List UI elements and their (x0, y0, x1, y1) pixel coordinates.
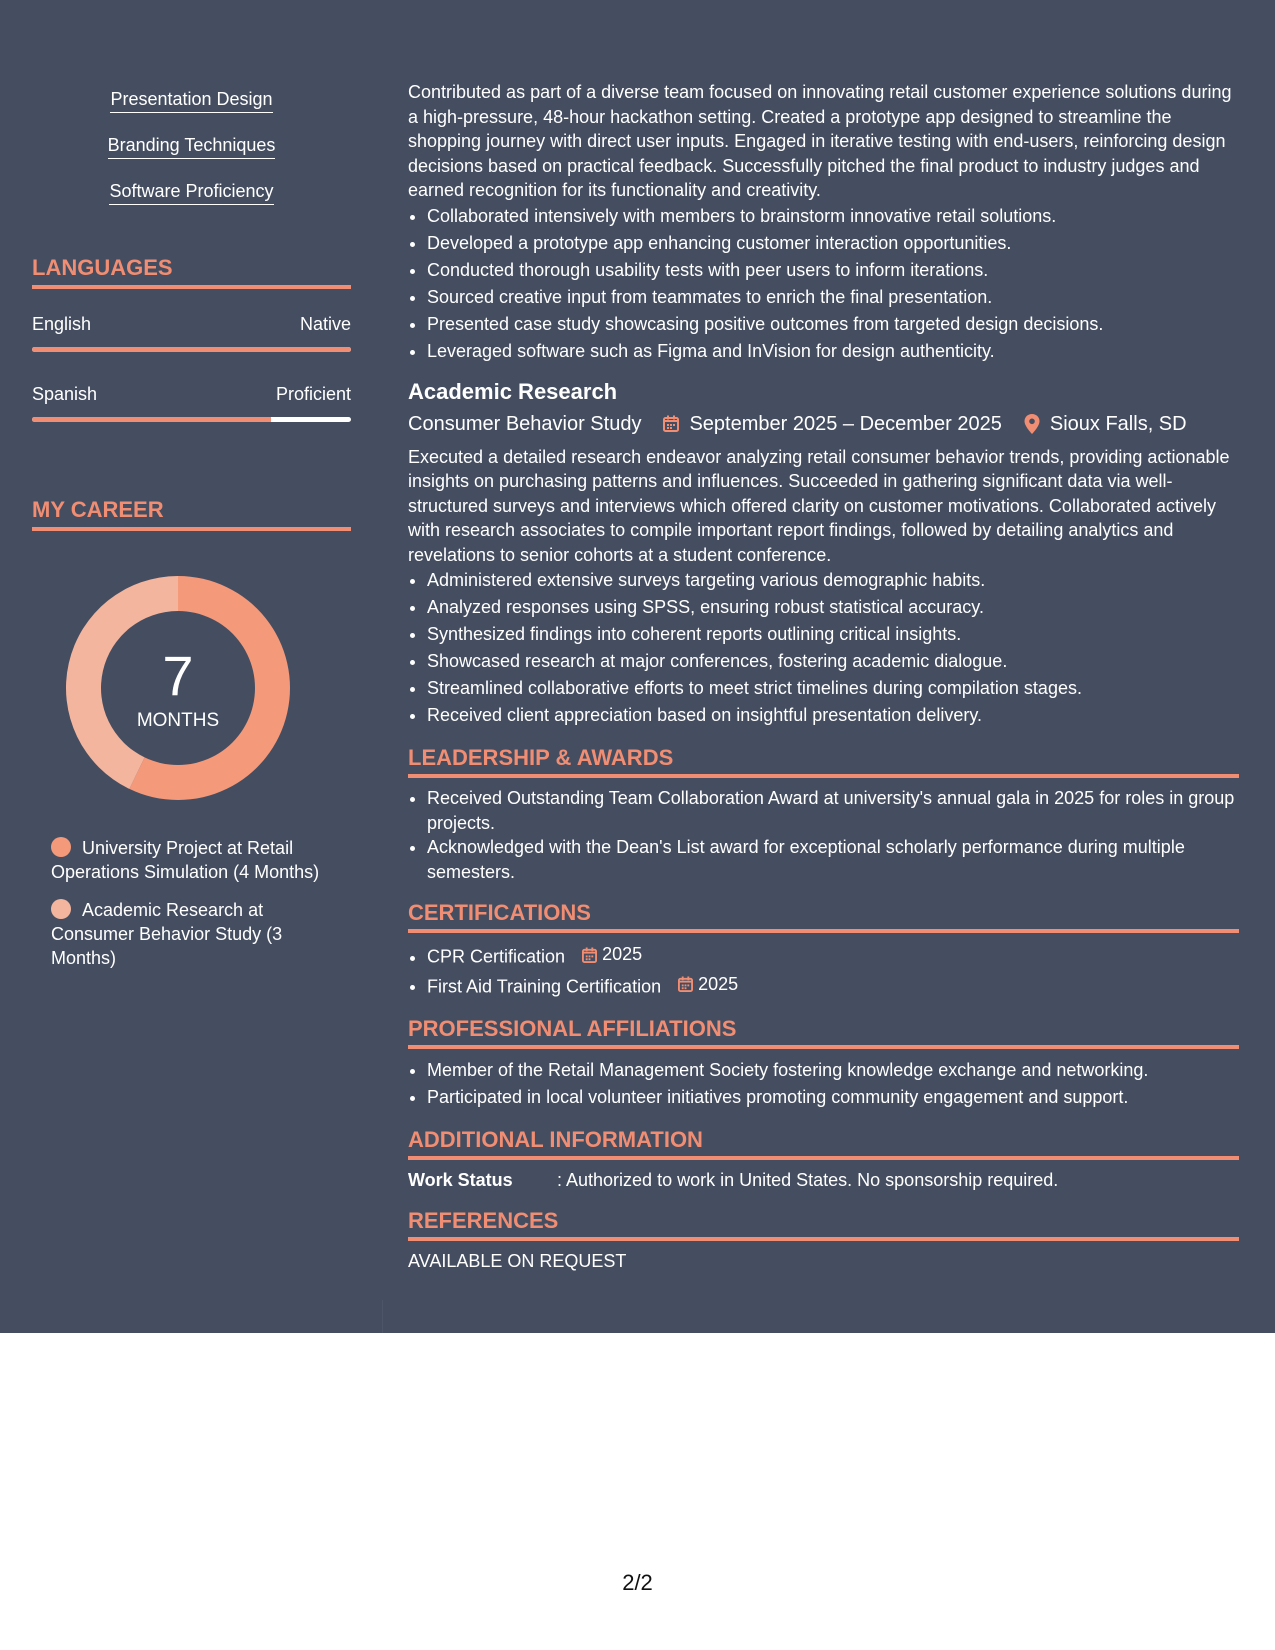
list-item: • Synthesized findings into coherent reports outlining critical insights. (427, 621, 1239, 648)
affiliations-list (408, 1057, 1239, 1111)
calendar-icon (582, 947, 597, 963)
work-status-value: : Authorized to work in United States. No sponsorship required. (557, 1170, 1059, 1190)
column-divider (382, 1300, 383, 1333)
career-unit: MONTHS (136, 710, 220, 731)
research-meta (408, 411, 1239, 437)
project-description: Contributed as part of a diverse team focused on innovating retail customer experience solutions during a high-pressure, 48-hour hackathon setting. Created a prototype app designed to streamline the shopping journey with direct user inputs. Engaged in iterative testing with end-users, reinforcing design decisions based on practical feedback. Successfully pitched the final product to industry judges and earned recognition for its functionality and creativity. (408, 82, 1232, 200)
certification-item (427, 971, 1239, 1001)
legend-label: University Project at Retail Operations Simulation (4 Months) (51, 838, 320, 882)
list-item: • Sourced creative input from teammates to enrich the final presentation. (427, 284, 1239, 311)
list-item: • Member of the Retail Management Society fostering knowledge exchange and networking. (427, 1057, 1239, 1084)
leadership-list (408, 786, 1239, 884)
certification-name: First Aid Training Certification (427, 976, 662, 996)
work-status-label: Work Status (408, 1170, 513, 1190)
languages-heading: LANGUAGES (32, 255, 351, 289)
research-dates: September 2025 – December 2025 (689, 412, 1002, 435)
additional-info-heading: ADDITIONAL INFORMATION (408, 1127, 1239, 1160)
research-bullets (408, 567, 1239, 729)
list-item: • Acknowledged with the Dean's List award for exceptional scholarly performance during multiple semesters. (427, 835, 1239, 884)
calendar-icon (663, 415, 679, 432)
list-item: • Administered extensive surveys targeting various demographic habits. (427, 567, 1239, 594)
research-title: Academic Research (408, 378, 618, 404)
page-number: 2/2 (622, 1570, 653, 1595)
skills-list (32, 88, 351, 226)
language-bar-fill (32, 417, 271, 422)
certifications-heading: CERTIFICATIONS (408, 900, 1239, 933)
language-name: Spanish (32, 384, 98, 404)
legend-label: Academic Research at Consumer Behavior Study (3 Months) (51, 900, 283, 968)
list-item: • Collaborated intensively with members to brainstorm innovative retail solutions. (427, 203, 1239, 230)
career-total: 7 (162, 644, 194, 707)
list-item: • Participated in local volunteer initiatives promoting community engagement and support. (427, 1084, 1239, 1111)
language-level: Proficient (275, 384, 351, 404)
language-bar (32, 347, 351, 352)
certifications-list (408, 941, 1239, 1000)
career-legend (51, 836, 321, 984)
certification-year: 2025 (602, 944, 643, 964)
leadership-heading: LEADERSHIP & AWARDS (408, 745, 1239, 778)
research-location: Sioux Falls, SD (1049, 412, 1187, 435)
affiliations-heading: PROFESSIONAL AFFILIATIONS (408, 1016, 1239, 1049)
list-item: • Presented case study showcasing positive outcomes from targeted design decisions. (427, 311, 1239, 338)
legend-item (51, 898, 321, 970)
career-heading: MY CAREER (32, 497, 351, 531)
list-item: • Conducted thorough usability tests with peer users to inform iterations. (427, 257, 1239, 284)
legend-dot (51, 837, 71, 857)
language-bar-fill (32, 347, 351, 352)
calendar-icon (678, 976, 693, 992)
language-level: Native (299, 314, 351, 334)
skill-item: Presentation Design (110, 88, 272, 113)
list-item: • Showcased research at major conferences, fostering academic dialogue. (427, 648, 1239, 675)
certification-year: 2025 (698, 973, 739, 994)
list-item: • Received client appreciation based on insightful presentation delivery. (427, 702, 1239, 729)
location-pin-icon (1024, 414, 1040, 434)
skill-item: Branding Techniques (108, 134, 276, 159)
list-item: • Analyzed responses using SPSS, ensuring robust statistical accuracy. (427, 594, 1239, 621)
skill-item: Software Proficiency (109, 180, 273, 205)
research-organization: Consumer Behavior Study (408, 412, 642, 435)
certification-item (427, 941, 1239, 971)
list-item: • Leveraged software such as Figma and InVision for design authenticity. (427, 338, 1239, 365)
legend-dot (51, 899, 71, 919)
project-bullets (408, 203, 1239, 365)
language-bar (32, 417, 351, 422)
main-column (408, 80, 1239, 1273)
research-description: Executed a detailed research endeavor analyzing retail consumer behavior trends, providing actionable insights on purchasing patterns and influences. Succeeded in gathering significant data via well-structured surveys and interviews which offered clarity on customer motivations. Collaborated actively with research associates to compile important report findings, followed by detailing analytics and revelations to senior cohorts at a student conference. (408, 446, 1230, 565)
legend-item (51, 836, 321, 884)
work-status-row (408, 1168, 1239, 1192)
language-name: English (32, 314, 92, 334)
certification-name: CPR Certification (427, 946, 566, 967)
list-item: • Received Outstanding Team Collaboration Award at university's annual gala in 2025 for roles in group projects. (427, 786, 1239, 835)
references-heading: REFERENCES (408, 1208, 1239, 1241)
list-item: • Developed a prototype app enhancing customer interaction opportunities. (427, 230, 1239, 257)
references-text: AVAILABLE ON REQUEST (408, 1251, 627, 1271)
list-item: • Streamlined collaborative efforts to meet strict timelines during compilation stages. (427, 675, 1239, 702)
